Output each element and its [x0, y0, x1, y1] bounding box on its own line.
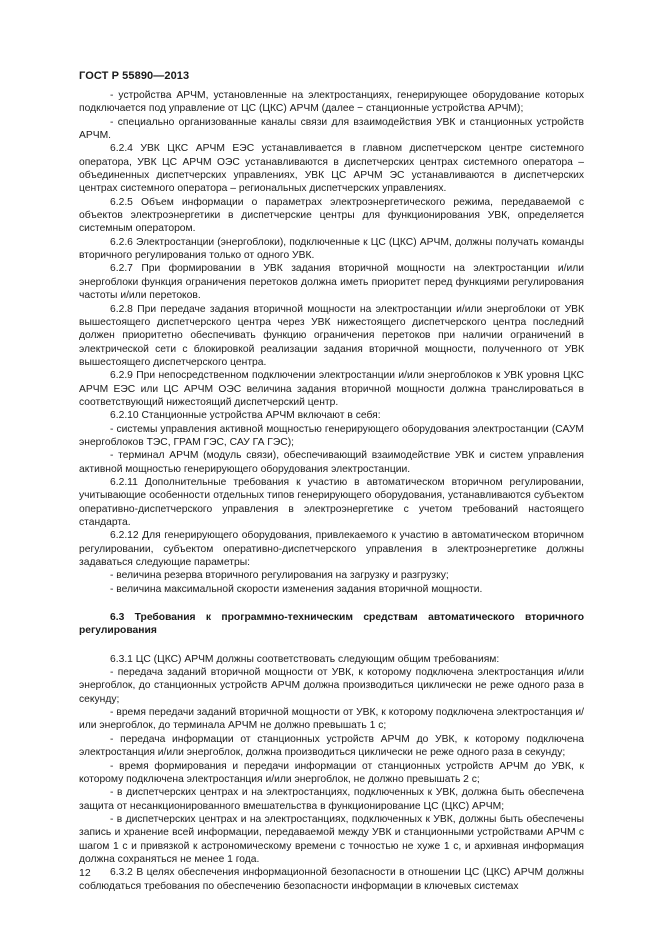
list-item: - специально организованные каналы связи для взаимодействия УВК и станционных устройств АРЧМ.	[79, 116, 584, 142]
clause-6-3-1: 6.3.1 ЦС (ЦКС) АРЧМ должны соответствовать следующим общим требованиям:	[110, 653, 500, 665]
list-item: - терминал АРЧМ (модуль связи), обеспечивающий взаимодействие УВК и систем управления активной мощностью генерирующего оборудования электростанции.	[79, 450, 584, 475]
clause-6-2-12: 6.2.12 Для генерирующего оборудования, привлекаемого к участию в автоматическом вторичном регулировании, субъектом оперативно-диспетчерского управления в электроэнергетике должны задаваться следующие параметры:	[79, 530, 584, 569]
list-item: - устройства АРЧМ, установленные на электростанциях, генерирующее оборудование которых подключается под управление от ЦС (ЦКС) АРЧМ (далее − станционные устройства АРЧМ);	[79, 90, 584, 115]
list-item: - в диспетчерских центрах и на электростанциях, подключенных к УВК, должны быть обеспечены запись и хранение всей информации, передаваемой между УВК и станционными устройствами АРЧМ с шагом 1 с и привязкой к астрономическому времени с точностью не хуже 1 с, и архивная информация должна сохраняться не менее 1 года.	[79, 813, 584, 865]
clause-6-2-10: 6.2.10 Станционные устройства АРЧМ включают в себя:	[110, 410, 381, 422]
clause-6-2-5: 6.2.5 Объем информации о параметрах электроэнергетического режима, передаваемой с объектов электроэнергетики в диспетчерские центры для функционирования УВК, определяется системным оператором.	[79, 196, 584, 235]
list-item: - величина резерва вторичного регулирования на загрузку и разгрузку;	[110, 570, 449, 582]
list-item: - передача заданий вторичной мощности от УВК, к которому подключена электростанция и/или энергоблок, до станционных устройств АРЧМ должна производиться циклически не реже одного раза в секунду;	[79, 667, 584, 705]
clause-6-2-11: 6.2.11 Дополнительные требования к участию в автоматическом вторичном регулировании, учитывающие особенности отдельных типов генерирующего оборудования, устанавливаются субъектом оперативно-диспетчерского управления в электроэнергетике с учетом требований настоящего стандарта.	[79, 476, 584, 528]
clause-6-2-8: 6.2.8 При передаче задания вторичной мощности на электростанции и/или энергоблоки от УВК вышестоящего диспетчерского центра через УВК нижестоящего диспетчерского центра последний должен приоритетно обеспечивать функцию ограничения перетоков при наличии ограничений в электрической сети с блокировкой реализации задания вторичной мощности, полученного от УВК вышестоящего диспетчерского центра.	[79, 303, 584, 368]
section-heading-6-3: 6.3 Требования к программно-техническим средствам автоматического вторичного регулирования	[79, 612, 584, 637]
clause-6-2-4: 6.2.4 УВК ЦКС АРЧМ ЕЭС устанавливается в главном диспетчерском центре системного оператора, УВК ЦС АРЧМ ОЭС устанавливаются в диспетчерских центрах системного оператора – объединенных диспетчерских управлениях, УВК ЦС АРЧМ ЭС устанавливаются в диспетчерских центрах системного оператора – региональных диспетчерских управлениях.	[79, 143, 584, 195]
list-item: - в диспетчерских центрах и на электростанциях, подключенных к УВК, должна быть обеспечена защита от несанкционированного вмешательства в функционирование ЦС (ЦКС) АРЧМ;	[79, 787, 584, 812]
list-item: - системы управления активной мощностью генерирующего оборудования электростанции (САУМ энергоблоков ТЭС, ГРАМ ГЭС, САУ ГА ГЭС);	[79, 423, 584, 448]
clause-6-2-9: 6.2.9 При непосредственном подключении электростанции и/или энергоблоков к УВК уровня ЦКС АРЧМ ЕЭС или ЦС АРЧМ ОЭС величина задания вторичной мощности должна транслироваться в соответствующий нижестоящий диспетчерский центр.	[79, 370, 584, 408]
clause-6-3-2: 6.3.2 В целях обеспечения информационной безопасности в отношении ЦС (ЦКС) АРЧМ должны соблюдаться требования по обеспечению безопасности информации в ключевых системах	[79, 867, 584, 892]
document-header: ГОСТ Р 55890—2013	[79, 70, 190, 82]
list-item: - передача информации от станционных устройств АРЧМ до УВК, к которому подключена электростанция и/или энергоблок, должна производиться циклически не реже одного раза в секунду;	[79, 733, 584, 759]
list-item: - время формирования и передачи информации от станционных устройств АРЧМ до УВК, к которому подключена электростанция и/или энергоблок, не должно превышать 2 с;	[79, 760, 584, 785]
document-body	[79, 89, 584, 893]
list-item: - величина максимальной скорости изменения задания вторичной мощности.	[110, 583, 483, 595]
page-number: 12	[79, 867, 91, 879]
list-item: - время передачи заданий вторичной мощности от УВК, к которому подключена электростанция и/или энергоблок, до терминала АРЧМ не должно превышать 1 с;	[79, 707, 584, 732]
clause-6-2-7: 6.2.7 При формировании в УВК задания вторичной мощности на электростанции и/или энергоблоки функция ограничения перетоков должна иметь приоритет перед функциями регулирования частоты и/или перетоков.	[79, 263, 584, 302]
clause-6-2-6: 6.2.6 Электростанции (энергоблоки), подключенные к ЦС (ЦКС) АРЧМ, должны получать команды вторичного регулирования только от одного УВК.	[79, 236, 584, 262]
